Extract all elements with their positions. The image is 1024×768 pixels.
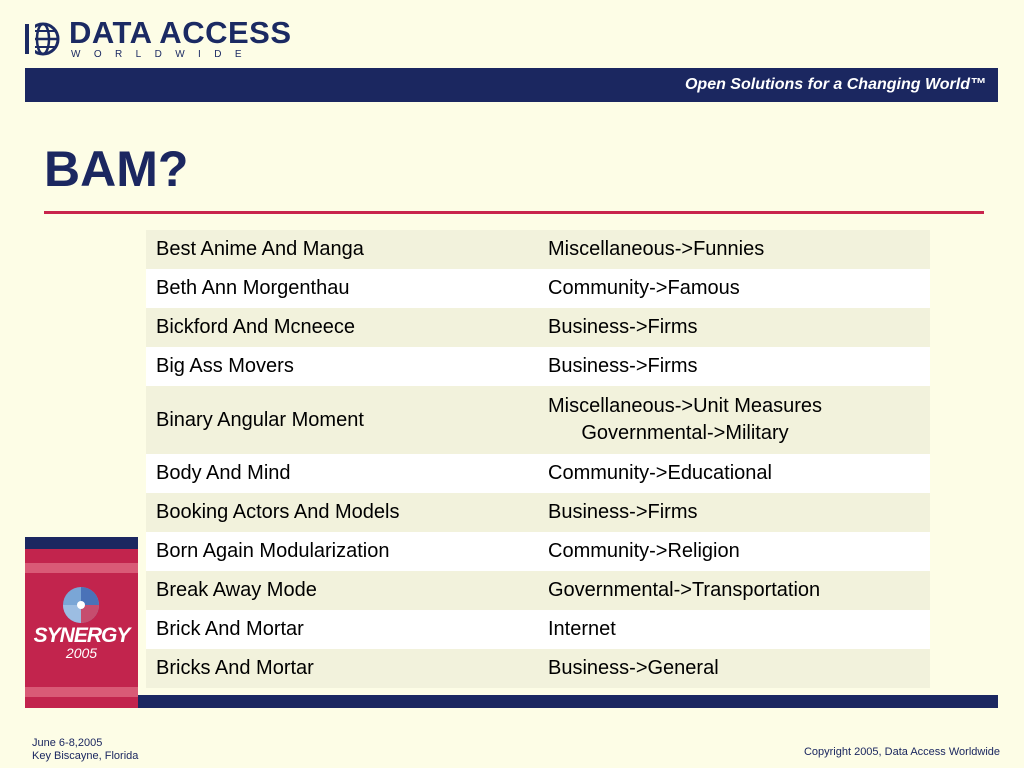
category-text: Community->Religion: [548, 540, 740, 562]
table-row-term: [146, 610, 538, 649]
globe-icon: [25, 19, 61, 59]
category-text: Miscellaneous->Unit Measures: [548, 395, 823, 417]
synergy-year: 2005: [65, 645, 98, 661]
term-cell: Body And Mind: [156, 462, 291, 484]
term-cell: Booking Actors And Models: [156, 501, 400, 523]
category-cell: [538, 616, 616, 643]
term-cell: Bricks And Mortar: [156, 657, 314, 679]
table-row-term: [146, 454, 538, 493]
term-cell: Best Anime And Manga: [156, 238, 364, 260]
table-row-category: [538, 493, 930, 532]
category-text: Business->General: [548, 657, 719, 679]
term-cell: Binary Angular Moment: [156, 408, 364, 431]
puzzle-globe-icon: [59, 585, 103, 625]
table-row-category: [538, 308, 930, 347]
table-row-term: [146, 347, 538, 386]
category-text: Business->Firms: [548, 501, 698, 523]
category-text: Governmental->Transportation: [548, 579, 821, 601]
table-row-term: [146, 386, 538, 454]
synergy-name: SYNERGY: [33, 624, 130, 647]
table-row-category: [538, 386, 930, 454]
category-cell: [538, 460, 772, 487]
badge-stripe: [25, 687, 138, 697]
category-cell: [538, 393, 822, 447]
category-text: Internet: [548, 618, 616, 640]
table-row-term: [146, 649, 538, 688]
table-row-term: [146, 230, 538, 269]
copyright: Copyright 2005, Data Access Worldwide: [803, 746, 1000, 758]
category-cell: [538, 353, 697, 380]
term-cell: Brick And Mortar: [156, 618, 304, 640]
table-row-category: [538, 610, 930, 649]
term-cell: Big Ass Movers: [156, 355, 294, 377]
synergy-badge: [25, 537, 138, 708]
category-text: Miscellaneous->Funnies: [548, 238, 765, 260]
title-divider: [44, 211, 984, 214]
data-access-logo: [25, 16, 305, 62]
table-row-term: [146, 532, 538, 571]
term-cell: Born Again Modularization: [156, 540, 390, 562]
brand-subtitle: WORLDWIDE: [71, 49, 255, 60]
category-text: Business->Firms: [548, 355, 698, 377]
category-cell: [538, 655, 719, 682]
term-cell: Bickford And Mcneece: [156, 316, 355, 338]
category-cell: [538, 499, 697, 526]
tagline: Open Solutions for a Changing World™: [684, 76, 986, 93]
table-row-term: [146, 571, 538, 610]
badge-top-band: [25, 537, 138, 549]
category-cell: [538, 275, 740, 302]
event-location: Key Biscayne, Florida: [32, 750, 139, 762]
event-info: [32, 737, 138, 763]
category-cell: [538, 236, 764, 263]
table-row-category: [538, 230, 930, 269]
bottom-bar: [138, 695, 998, 708]
table-row-category: [538, 649, 930, 688]
header-bar: [25, 68, 998, 102]
table-row-term: [146, 269, 538, 308]
table-row-category: [538, 454, 930, 493]
category-text: Community->Famous: [548, 277, 740, 299]
brand-name: DATA ACCESS: [69, 15, 292, 50]
term-cell: Beth Ann Morgenthau: [156, 277, 350, 299]
table-row-category: [538, 571, 930, 610]
term-cell: Break Away Mode: [156, 579, 317, 601]
slide-title: BAM?: [44, 141, 189, 197]
event-date: June 6-8,2005: [32, 737, 103, 749]
category-text-secondary: Governmental->Military: [581, 422, 789, 444]
category-cell: [538, 314, 697, 341]
badge-stripe: [25, 563, 138, 573]
category-text: Business->Firms: [548, 316, 698, 338]
category-cell: [538, 538, 740, 565]
table-row-category: [538, 269, 930, 308]
category-cell: [538, 577, 820, 604]
table-row-category: [538, 532, 930, 571]
table-row-term: [146, 493, 538, 532]
category-text: Community->Educational: [548, 462, 772, 484]
table-row-category: [538, 347, 930, 386]
table-row-term: [146, 308, 538, 347]
